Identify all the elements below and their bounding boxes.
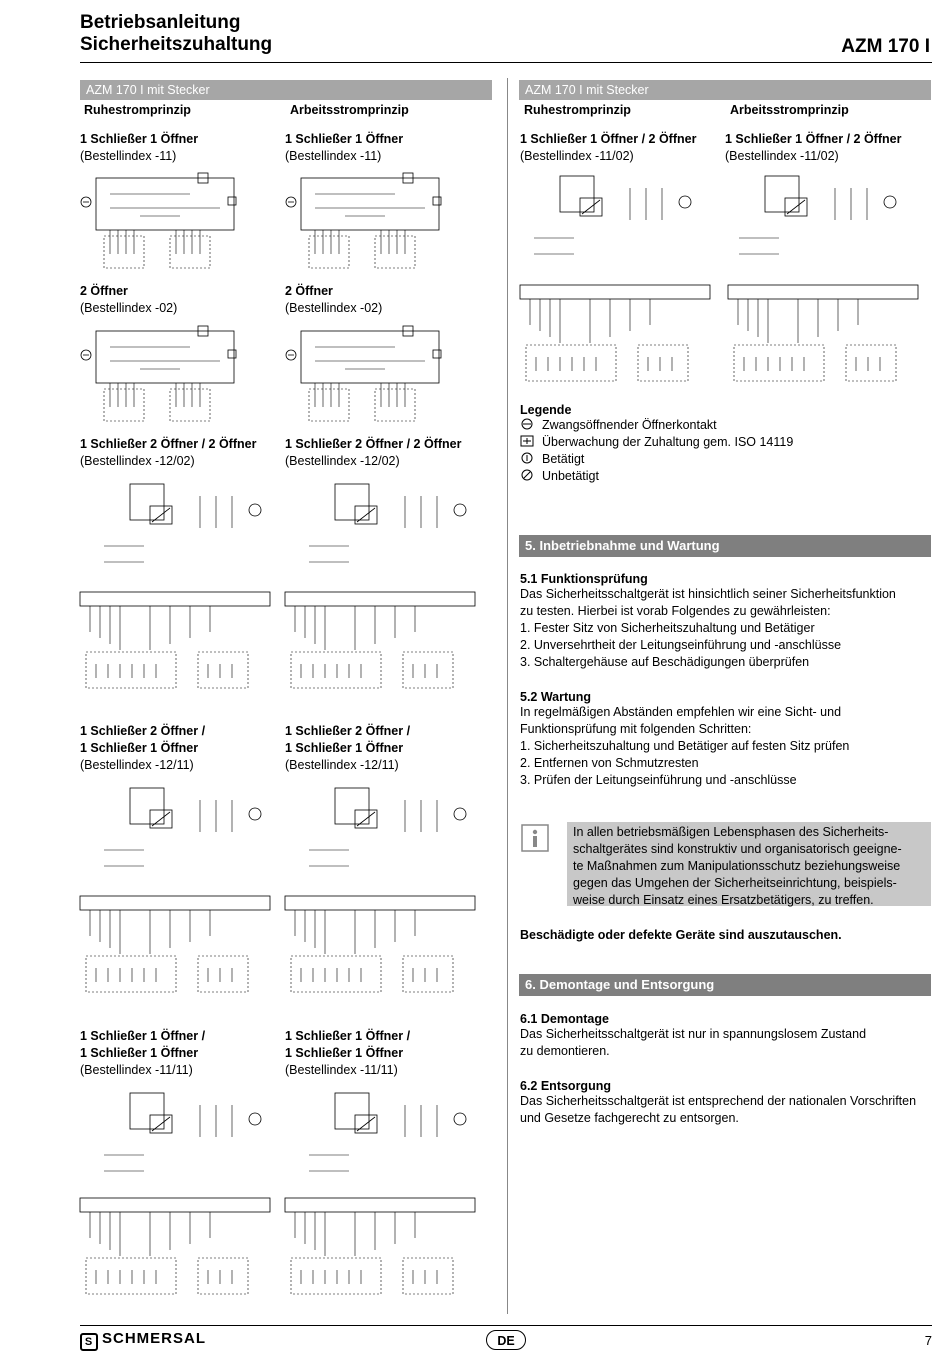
block-index: (Bestellindex -02) [80, 301, 178, 315]
actuator-diagram [104, 788, 261, 866]
info-note [567, 822, 931, 906]
actuator-diagram [739, 176, 896, 254]
section-6-heading: 6. Demontage und Entsorgung [519, 974, 931, 996]
block-index: (Bestellindex -12/11) [285, 758, 399, 772]
title-line-1: Betriebsanleitung [80, 12, 241, 33]
circuit-diagram [81, 173, 236, 268]
block-title: 1 Schließer 1 Öffner [285, 132, 404, 146]
footer-rule [80, 1325, 932, 1326]
circuit-diagram [286, 326, 441, 421]
legend-item [520, 417, 793, 434]
block-index: (Bestellindex -11) [80, 149, 177, 163]
note-line: In allen betriebsmäßigen Lebensphasen des Sicherheits- [573, 825, 889, 839]
paragraph-line: 3. Prüfen der Leitungseinführung und -anschlüsse [520, 773, 797, 787]
terminal-diagram [80, 1198, 270, 1294]
terminal-diagram [285, 592, 475, 688]
schmersal-logo-icon: S [80, 1333, 98, 1351]
section-5-heading: 5. Inbetriebnahme und Wartung [519, 535, 931, 557]
block-index: (Bestellindex -11) [285, 149, 382, 163]
legend-item [520, 451, 793, 468]
page-number: 7 [924, 1333, 932, 1348]
subsection-title: 5.2 Wartung [520, 690, 592, 704]
subsection-title: 6.1 Demontage [520, 1012, 609, 1026]
block-title: 2 Öffner [285, 284, 333, 298]
paragraph-line: Das Sicherheitsschaltgerät ist entsprechend der nationalen Vorschriften [520, 1094, 917, 1108]
subsection-title: 6.2 Entsorgung [520, 1079, 611, 1093]
section-5-2 [520, 690, 932, 789]
paragraph-line: und Gesetze fachgerecht zu entsorgen. [520, 1111, 739, 1125]
note-line: gegen das Umgehen der Sicherheitseinrichtung, beispiels- [573, 876, 897, 890]
terminal-diagram [80, 896, 270, 992]
terminal-diagram [285, 896, 475, 992]
block-index: (Bestellindex -12/11) [80, 758, 194, 772]
terminal-diagram [520, 285, 710, 381]
left-sub-arbeitsstrom: Arbeitsstromprinzip [290, 103, 409, 117]
brand-logo [80, 1330, 206, 1351]
legend-text: Zwangsöffnender Öffnerkontakt [542, 418, 717, 432]
paragraph-line: zu demontieren. [520, 1044, 610, 1058]
paragraph-line: Funktionsprüfung mit folgenden Schritten: [520, 722, 752, 736]
block-title-2: 1 Schließer 1 Öffner [80, 741, 199, 755]
block-index: (Bestellindex -02) [285, 301, 383, 315]
note-line: schaltgerätes sind konstruktiv und organisatorisch geeigne- [573, 842, 902, 856]
brand-name: SCHMERSAL [102, 1330, 207, 1347]
actuator-diagram [104, 1093, 261, 1171]
language-badge: DE [486, 1330, 526, 1350]
paragraph-line: Das Sicherheitsschaltgerät ist hinsichtlich seiner Sicherheitsfunktion [520, 587, 896, 601]
right-sub-ruhestrom: Ruhestromprinzip [524, 103, 631, 117]
circuit-diagram [286, 173, 441, 268]
block-title: 1 Schließer 2 Öffner / 2 Öffner [285, 437, 462, 451]
left-column-heading: AZM 170 I mit Stecker [80, 80, 492, 100]
block-title: 1 Schließer 1 Öffner / 2 Öffner [725, 132, 902, 146]
terminal-diagram [80, 592, 270, 688]
legend-text: Betätigt [542, 452, 585, 466]
actuator-diagram [309, 484, 466, 562]
block-title: 1 Schließer 2 Öffner / [80, 724, 206, 738]
unactuated-icon [520, 469, 534, 481]
block-title-2: 1 Schließer 1 Öffner [285, 741, 404, 755]
subsection-title: 5.1 Funktionsprüfung [520, 572, 648, 586]
paragraph-line: Das Sicherheitsschaltgerät ist nur in spannungslosem Zustand [520, 1027, 867, 1041]
left-sub-ruhestrom: Ruhestromprinzip [84, 103, 191, 117]
legend-item [520, 434, 793, 451]
paragraph-line: 2. Unversehrtheit der Leitungseinführung und -anschlüsse [520, 638, 842, 652]
terminal-diagram [285, 1198, 475, 1294]
paragraph-line: 1. Fester Sitz von Sicherheitszuhaltung und Betätiger [520, 621, 815, 635]
warning-text: Beschädigte oder defekte Geräte sind auszutauschen. [520, 928, 842, 942]
block-title: 1 Schließer 1 Öffner / 2 Öffner [520, 132, 697, 146]
section-5-1 [520, 572, 932, 671]
paragraph-line: 3. Schaltergehäuse auf Beschädigungen überprüfen [520, 655, 810, 669]
block-index: (Bestellindex -12/02) [80, 454, 195, 468]
block-title-2: 1 Schließer 1 Öffner [80, 1046, 199, 1060]
block-index: (Bestellindex -11/02) [725, 149, 839, 163]
paragraph-line: 2. Entfernen von Schmutzresten [520, 756, 699, 770]
circuit-diagram [81, 326, 236, 421]
actuator-diagram [104, 484, 261, 562]
block-title: 1 Schließer 2 Öffner / 2 Öffner [80, 437, 257, 451]
paragraph-line: 1. Sicherheitszuhaltung und Betätiger auf festen Sitz prüfen [520, 739, 850, 753]
legend-text: Unbetätigt [542, 469, 599, 483]
legend-title: Legende [520, 403, 572, 417]
block-index: (Bestellindex -11/02) [520, 149, 634, 163]
section-6-1 [520, 1012, 932, 1060]
terminal-diagram [728, 285, 918, 381]
actuator-diagram [534, 176, 691, 254]
note-line: weise durch Einsatz eines Ersatzbetätigers, zu treffen. [573, 893, 874, 907]
block-title: 1 Schließer 1 Öffner / [285, 1029, 411, 1043]
info-icon [521, 824, 549, 852]
block-index: (Bestellindex -11/11) [80, 1063, 193, 1077]
block-title: 1 Schließer 2 Öffner / [285, 724, 411, 738]
paragraph-line: In regelmäßigen Abständen empfehlen wir eine Sicht- und [520, 705, 842, 719]
block-title: 2 Öffner [80, 284, 128, 298]
paragraph-line: zu testen. Hierbei ist vorab Folgendes zu gewährleisten: [520, 604, 831, 618]
block-index: (Bestellindex -11/11) [285, 1063, 398, 1077]
positive-break-icon [520, 418, 534, 430]
legend [520, 403, 793, 485]
model-name: AZM 170 I [841, 36, 930, 57]
block-index: (Bestellindex -12/02) [285, 454, 400, 468]
right-sub-arbeitsstrom: Arbeitsstromprinzip [730, 103, 849, 117]
actuator-diagram [309, 1093, 466, 1171]
actuated-icon [520, 452, 534, 464]
lock-monitoring-icon [520, 435, 534, 447]
block-title: 1 Schließer 1 Öffner / [80, 1029, 206, 1043]
right-column-heading: AZM 170 I mit Stecker [519, 80, 931, 100]
title-line-2: Sicherheitszuhaltung [80, 34, 273, 55]
block-title-2: 1 Schließer 1 Öffner [285, 1046, 404, 1060]
legend-text: Überwachung der Zuhaltung gem. ISO 14119 [542, 435, 794, 449]
block-title: 1 Schließer 1 Öffner [80, 132, 199, 146]
section-6-2 [520, 1079, 940, 1127]
actuator-diagram [309, 788, 466, 866]
note-line: te Maßnahmen zum Manipulationsschutz beziehungsweise [573, 859, 901, 873]
legend-item [520, 468, 793, 485]
